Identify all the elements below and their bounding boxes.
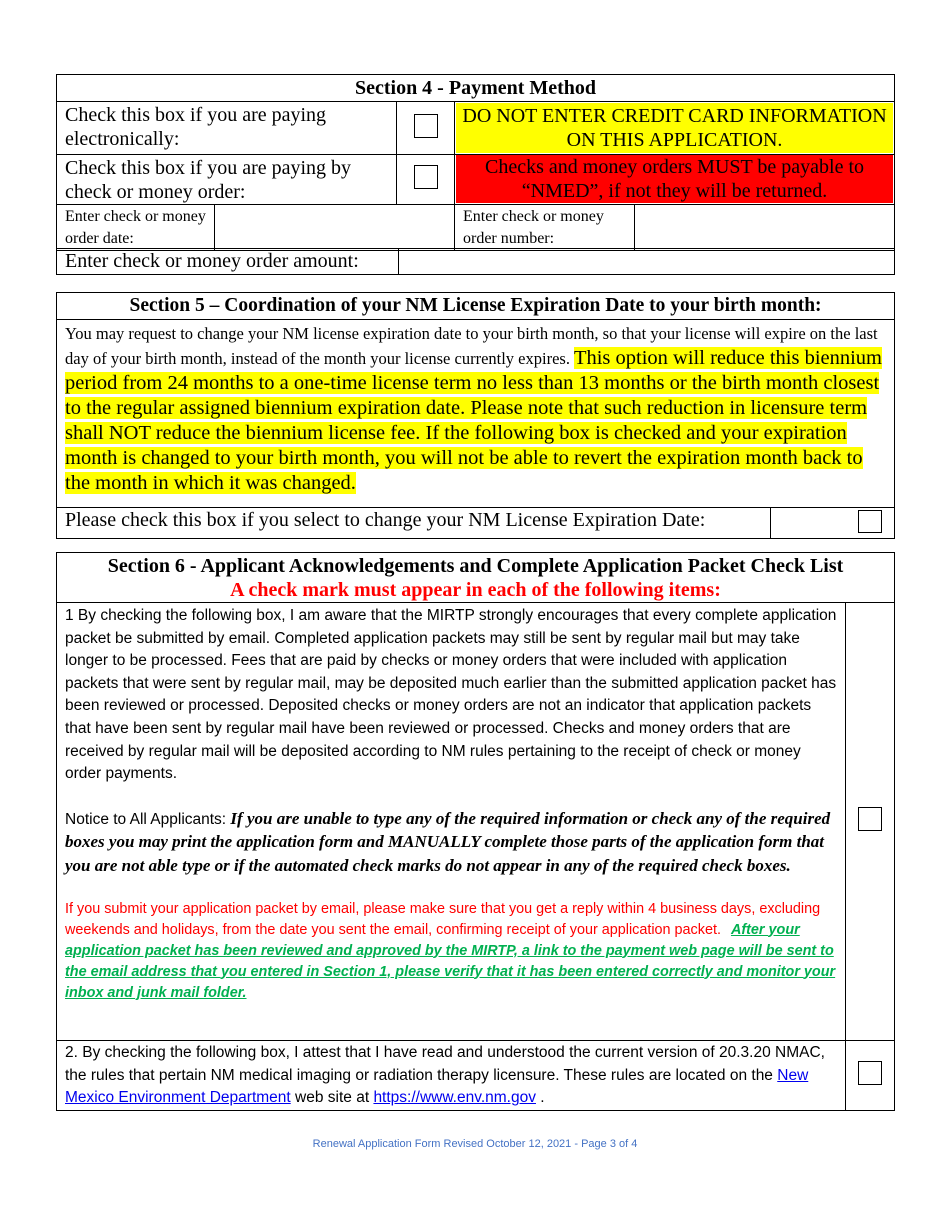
notice-lead: Notice to All Applicants: xyxy=(65,810,231,828)
item-1-checkbox-cell xyxy=(846,603,895,1041)
item-2-mid: web site at xyxy=(290,1089,374,1107)
section-5-title: Section 5 – Coordination of your NM License Expiration Date to your birth month: xyxy=(57,293,895,320)
section-4-table xyxy=(56,74,895,251)
page-footer: Renewal Application Form Revised October 12, 2021 - Page 3 of 4 xyxy=(312,1138,638,1150)
item-2-checkbox-cell xyxy=(846,1041,895,1111)
section-6-subtitle: A check mark must appear in each of the following items: xyxy=(230,579,721,601)
electronic-payment-checkbox[interactable] xyxy=(414,114,438,138)
item-2-checkbox[interactable] xyxy=(858,1061,882,1085)
electronic-label: Check this box if you are paying electronically: xyxy=(57,102,397,155)
email-red-text: If you submit your application packet by email, please make sure that you get a reply within 4 business days, excluding weekends and holidays, from the date you sent the email, confirming receipt of your application packet. xyxy=(65,900,821,938)
email-paragraph xyxy=(65,899,837,1004)
credit-warning-cell xyxy=(455,102,895,155)
notice-bold: If you are unable to type any of the required information or check any of the required boxes you may print the application form and MANUALLY complete those parts of the application form that you are not able type or if the automated check marks do not appear in any of the required check boxes. xyxy=(65,808,831,875)
section-5-table xyxy=(56,292,895,539)
section-4-title: Section 4 - Payment Method xyxy=(57,75,895,102)
item-2-cell xyxy=(57,1041,846,1111)
date-label: Enter check or money order date: xyxy=(57,205,215,251)
section-4-amount-table xyxy=(56,248,895,275)
expiration-change-label: Please check this box if you select to change your NM License Expiration Date: xyxy=(57,508,771,539)
section-6-title: Section 6 - Applicant Acknowledgements and Complete Application Packet Check List xyxy=(107,555,844,577)
check-label: Check this box if you are paying by check or money order: xyxy=(57,155,397,205)
nmed-link[interactable]: New Mexico Environment Department xyxy=(65,1066,809,1107)
check-payment-checkbox[interactable] xyxy=(414,165,438,189)
section-5-highlight: This option will reduce this biennium period from 24 months to a one-time license term no less than 13 months or the birth month closest to the regular assigned biennium expiration date. Please note that such reduction in licensure term shall NOT reduce the biennium license fee. If the following box is checked and your expiration month is changed to your birth month, you will not be able to revert the expiration month back to the month in which it was changed. xyxy=(65,347,882,494)
section-6-header xyxy=(57,553,895,603)
number-field[interactable] xyxy=(635,205,895,251)
number-label: Enter check or money order number: xyxy=(455,205,635,251)
amount-field[interactable] xyxy=(399,249,895,275)
amount-label: Enter check or money order amount: xyxy=(57,249,399,275)
payable-warning-cell xyxy=(455,155,895,205)
electronic-checkbox-cell xyxy=(397,102,455,155)
date-field[interactable] xyxy=(215,205,455,251)
credit-card-warning: DO NOT ENTER CREDIT CARD INFORMATION ON THIS APPLICATION. xyxy=(456,103,893,153)
section-5-body xyxy=(57,320,895,508)
check-checkbox-cell xyxy=(397,155,455,205)
item-2-text: 2. By checking the following box, I attest that I have read and understood the current version of 20.3.20 NMAC, the rules that pertain NM medical imaging or radiation therapy licensure. These rules are located on the xyxy=(65,1044,825,1084)
env-url-link[interactable]: https://www.env.nm.gov xyxy=(373,1089,536,1107)
section-5-intro: You may request to change your NM license expiration date to your birth month, so that your license will expire on the last day of your birth month, instead of the month your license currently expires. xyxy=(65,324,878,368)
notice-paragraph xyxy=(65,808,837,879)
item-1-text: 1 By checking the following box, I am aware that the MIRTP strongly encourages that every complete application packet be submitted by email. Completed application packets may still be sent by regular mail but may take longer to be processed. Fees that are paid by checks or money orders that were included with application packets that were sent by regular mail, may be deposited much earlier than the submitted application packet has been reviewed or processed. Deposited checks or money orders are not an indicator that application packets that have been sent by regular mail have been reviewed or processed. Checks and money orders that are received by regular mail will be deposited according to NM rules pertaining to the receipt of check or money order payments. xyxy=(65,607,837,783)
section-6-table xyxy=(56,552,895,1111)
email-green-text: After your application packet has been reviewed and approved by the MIRTP, a link to the payment web page will be sent to the email address that you entered in Section 1, please verify that it has been entered correctly and monitor your inbox and junk mail folder. xyxy=(65,921,836,1001)
payable-warning: Checks and money orders MUST be payable to “NMED”, if not they will be returned. xyxy=(456,155,893,203)
expiration-change-checkbox[interactable] xyxy=(858,510,882,533)
expiration-checkbox-cell xyxy=(771,508,895,539)
item-2-end: . xyxy=(535,1089,545,1107)
item-1-cell xyxy=(57,603,846,1041)
item-1-checkbox[interactable] xyxy=(858,807,882,831)
